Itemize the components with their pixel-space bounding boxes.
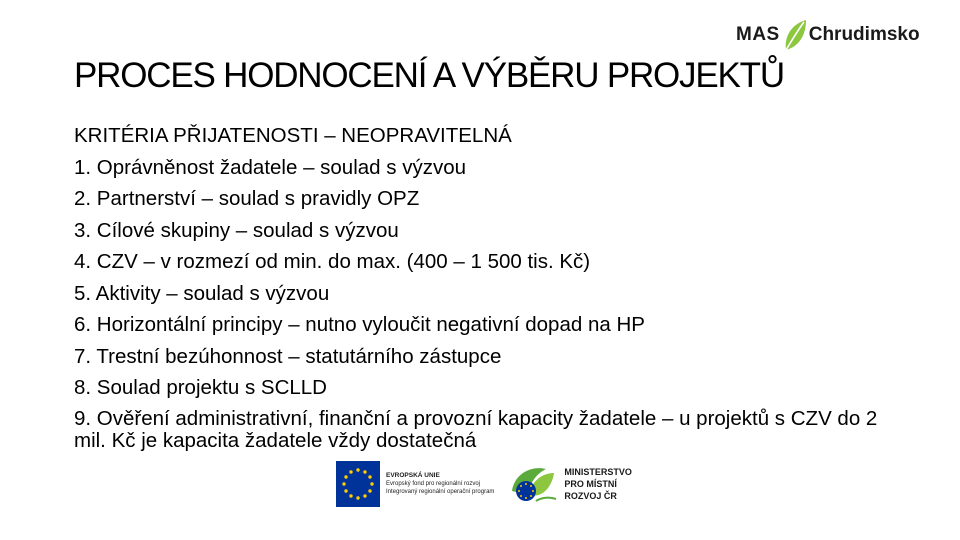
criteria-list [74,120,914,452]
list-item: 1. Oprávněnost žadatele – soulad s výzvou [74,155,467,179]
leaf-icon [782,18,808,52]
logo-mas-text: MAS [736,24,780,45]
mmr-text-line2: PRO MÍSTNÍ [564,479,617,489]
mmr-emblem-icon [508,461,558,507]
eu-text-line2: Evropský fond pro regionální rozvoj [386,481,481,487]
eu-flag-icon [336,461,380,507]
logo-region-text: Chrudimsko [808,24,920,45]
list-item: 2. Partnerství – soulad s pravidly OPZ [74,187,420,210]
mmr-text-line3: ROZVOJ ČR [564,491,617,501]
footer-logos [336,460,632,508]
mmr-text-line1: MINISTERSTVO [564,467,632,477]
page-title: PROCES HODNOCENÍ A VÝBĚRU PROJEKTŮ [74,56,784,95]
list-item: 9. Ověření administrativní, finanční a provozní kapacity žadatele – u projektů s CZV do 2 mil. Kč je kapacita žadatele vždy dostatečná [74,406,878,452]
mas-chrudimsko-logo [736,18,920,52]
eu-text [386,472,494,496]
list-item: 3. Cílové skupiny – soulad s výzvou [74,218,399,242]
eu-logo [336,461,494,507]
list-item: 8. Soulad projektu s SCLLD [74,376,327,399]
list-item: 6. Horizontální principy – nutno vyloučit negativní dopad na HP [74,313,645,336]
list-item: 5. Aktivity – soulad s výzvou [74,281,330,305]
eu-text-line1: EVROPSKÁ UNIE [386,472,440,479]
mmr-text [564,466,632,502]
list-item: 4. CZV – v rozmezí od min. do max. (400 – 1 500 tis. Kč) [74,250,591,273]
list-item: 7. Trestní bezúhonnost – statutárního zástupce [74,344,502,368]
eu-text-line3: Integrovaný regionální operační program [386,489,495,495]
criteria-heading: KRITÉRIA PŘIJATENOSTI – NEOPRAVITELNÁ [74,124,512,147]
mmr-logo [508,461,632,507]
